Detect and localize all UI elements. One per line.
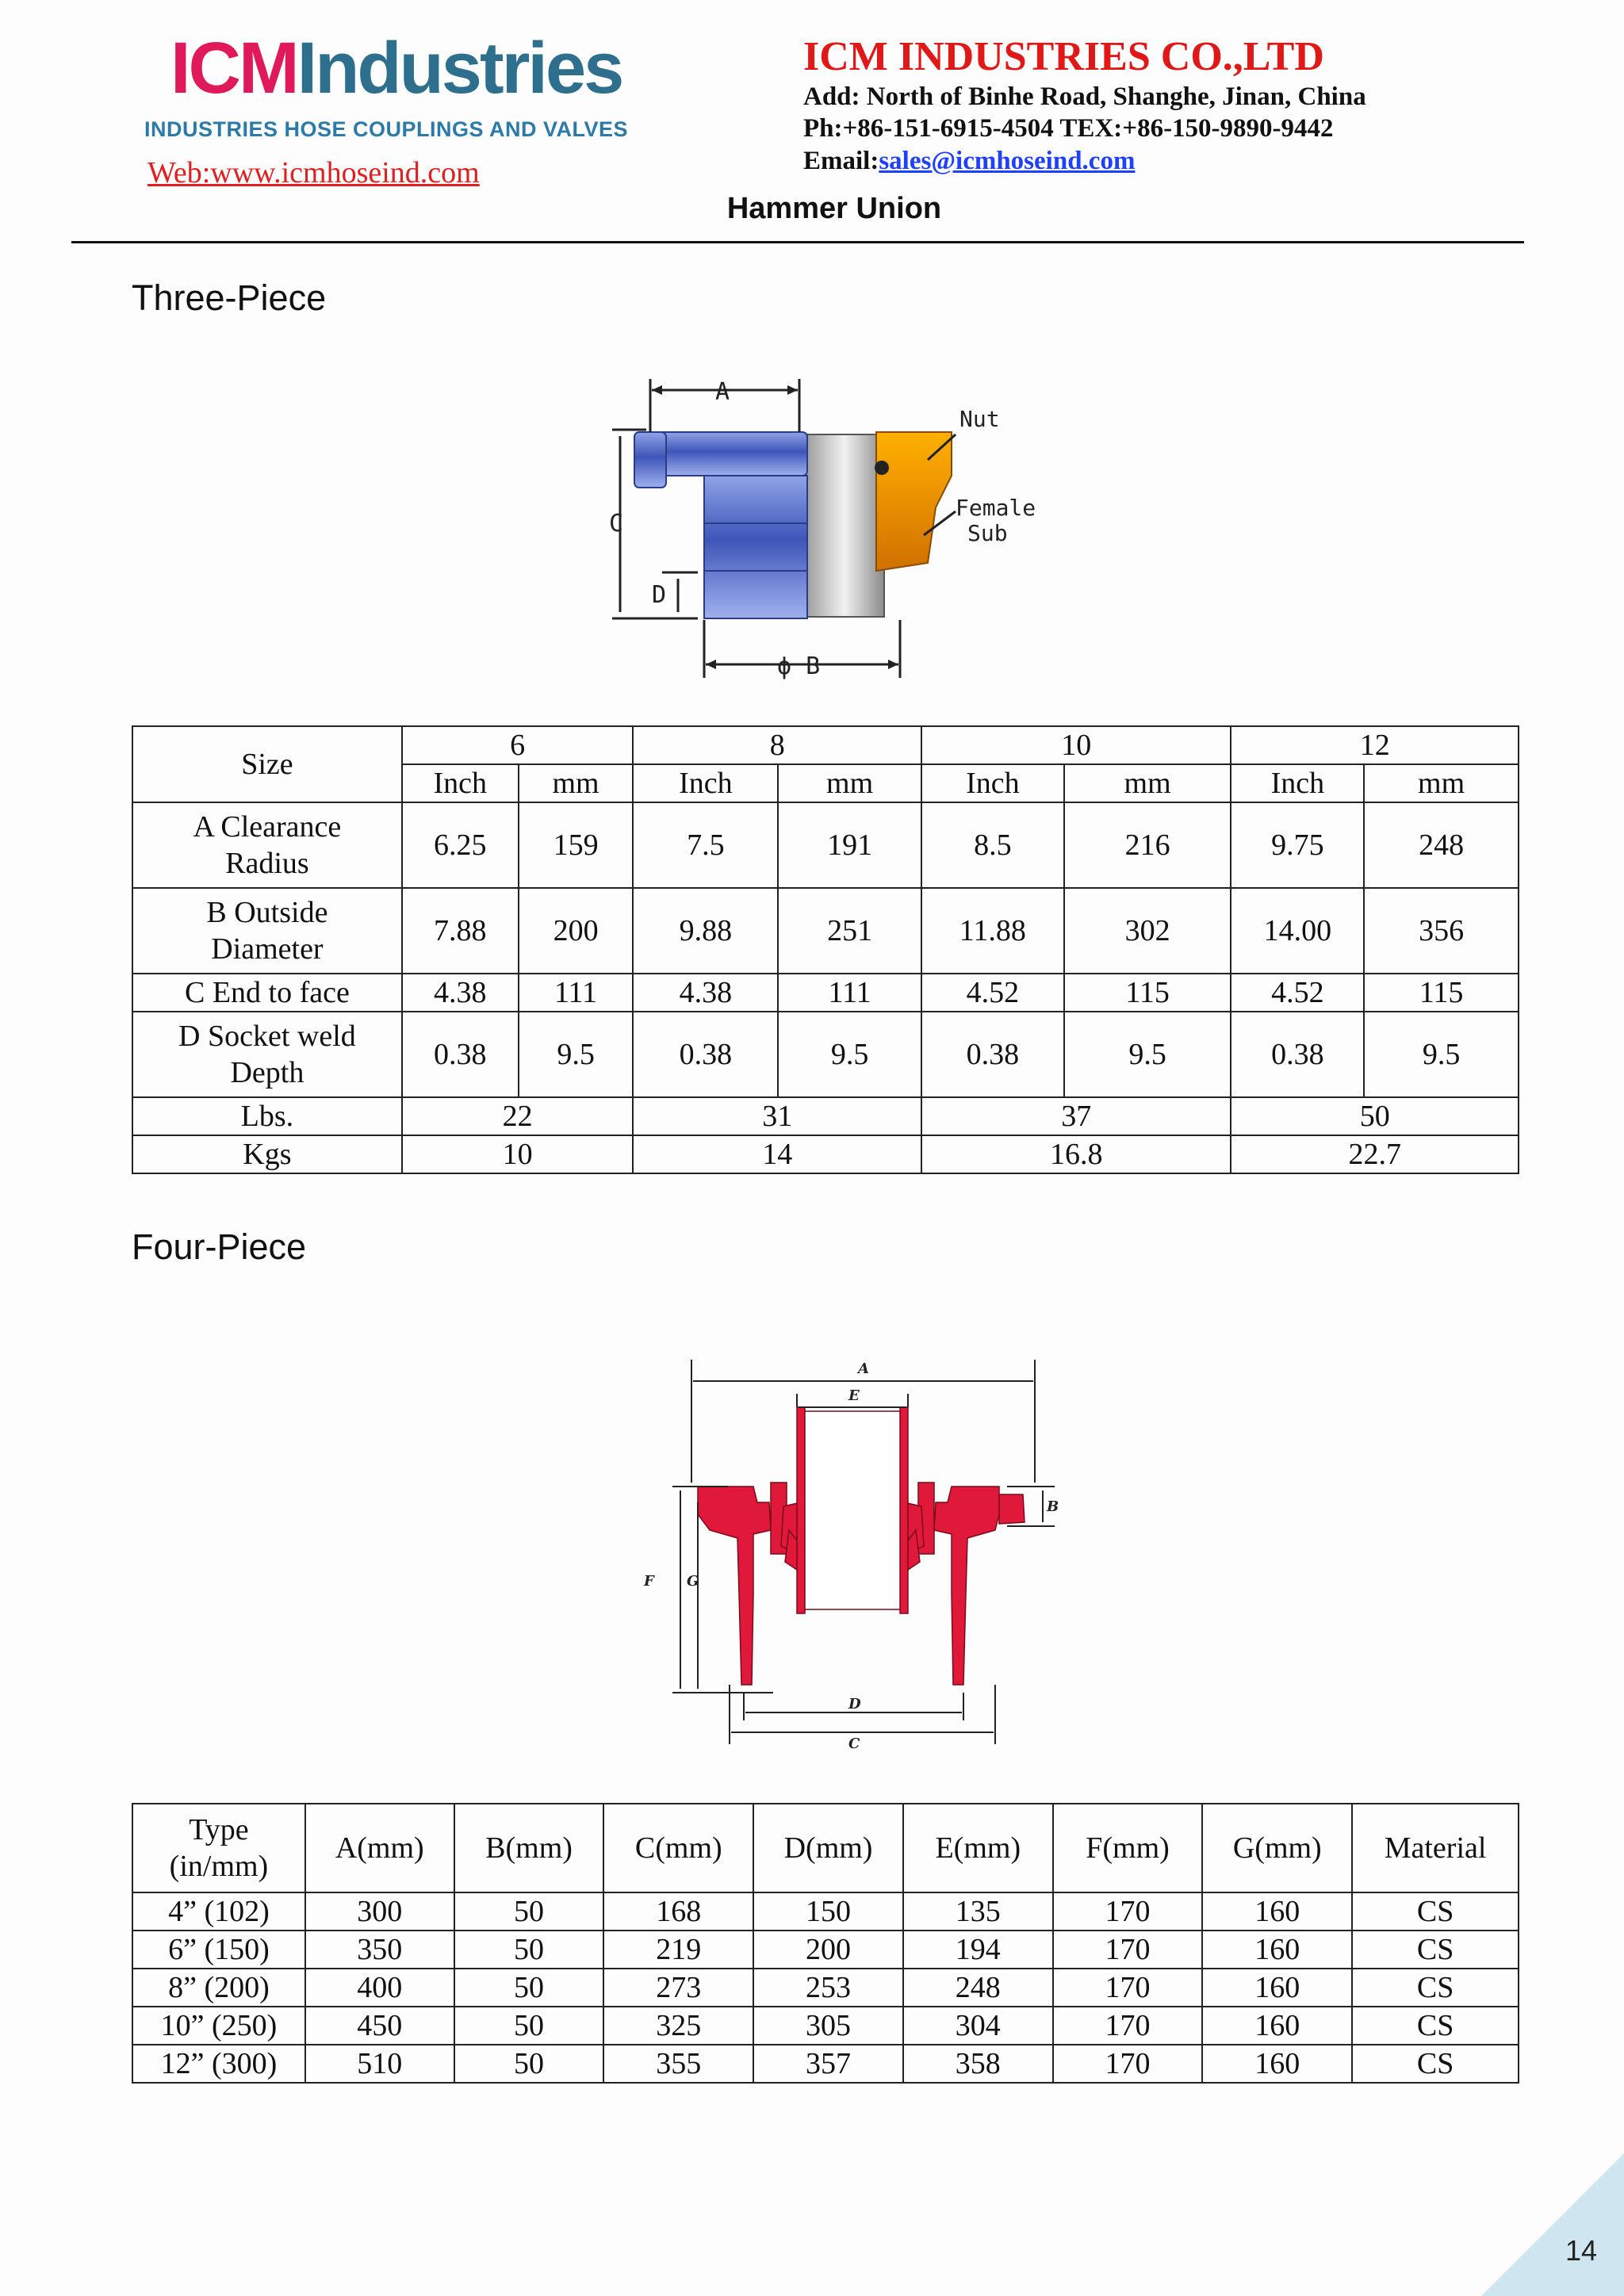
table-cell: 248 [903,1969,1053,2007]
table-cell: 11.88 [921,888,1064,974]
table-cell: 510 [305,2045,454,2083]
company-address: Add: North of Binhe Road, Shanghe, Jinan, China [803,82,1366,111]
four-piece-heading: Four-Piece [132,1226,307,1267]
table-cell: 350 [305,1931,454,1969]
table-cell: 8.5 [921,802,1064,888]
column-header: Type (in/mm) [132,1804,305,1892]
table-cell: 160 [1202,2045,1352,2083]
table-cell: 50 [1231,1097,1519,1135]
three-piece-diagram [603,365,1047,690]
table-cell: 7.88 [402,888,519,974]
three-piece-heading: Three-Piece [132,277,327,318]
table-cell: 400 [305,1969,454,2007]
column-header: B(mm) [454,1804,604,1892]
dim-label-d: D [848,1696,861,1712]
four-piece-table [132,1803,1519,2084]
table-cell: 356 [1364,888,1519,974]
female-sub-label-1: Female [956,495,1036,521]
logo-icm: ICM [170,28,297,109]
table-cell: CS [1352,2007,1519,2045]
dim-label-f: F [644,1573,654,1590]
table-cell: 248 [1364,802,1519,888]
dim-label-g: G [687,1573,699,1590]
column-header: C(mm) [603,1804,753,1892]
table-cell: 6.25 [402,802,519,888]
table-cell: 4.52 [921,974,1064,1012]
dim-label-b: ϕ B [777,652,821,680]
dim-label-a: A [858,1360,869,1377]
dim-label-a: A [715,378,730,406]
size-12-header: 12 [1231,726,1519,764]
table-cell: 170 [1053,2007,1203,2045]
size-header: Size [132,726,402,802]
table-cell: 0.38 [921,1012,1064,1097]
table-cell: 7.5 [633,802,778,888]
table-cell: CS [1352,1892,1519,1931]
type-cell: 12” (300) [132,2045,305,2083]
table-cell: 9.88 [633,888,778,974]
table-cell: 216 [1064,802,1231,888]
dim-label-e: E [848,1387,860,1404]
table-row [132,2007,1519,2045]
unit-inch: Inch [1231,764,1364,802]
table-cell: 251 [778,888,921,974]
table-cell: 200 [753,1931,903,1969]
table-cell: 10 [402,1135,634,1173]
table-cell: 150 [753,1892,903,1931]
table-row [132,1969,1519,2007]
website-link[interactable]: Web:www.icmhoseind.com [147,156,480,189]
table-cell: 22 [402,1097,634,1135]
table-cell: 160 [1202,1969,1352,2007]
table-cell: 50 [454,2045,604,2083]
table-cell: 111 [778,974,921,1012]
row-label: D Socket weld Depth [132,1012,402,1097]
type-cell: 10” (250) [132,2007,305,2045]
row-label: B Outside Diameter [132,888,402,974]
table-cell: 253 [753,1969,903,2007]
table-cell: 37 [921,1097,1231,1135]
dim-label-d: D [652,581,667,609]
table-cell: 170 [1053,1892,1203,1931]
unit-inch: Inch [921,764,1064,802]
row-label: A Clearance Radius [132,802,402,888]
table-cell: 135 [903,1892,1053,1931]
page-number: 14 [1565,2234,1597,2267]
table-cell: 4.38 [402,974,519,1012]
table-cell: 9.75 [1231,802,1364,888]
page-title: Hammer Union [726,192,942,225]
column-header: A(mm) [305,1804,454,1892]
row-label: C End to face [132,974,402,1012]
table-cell: 111 [519,974,634,1012]
table-cell: 0.38 [1231,1012,1364,1097]
table-cell: 200 [519,888,634,974]
table-cell: CS [1352,2045,1519,2083]
table-cell: 115 [1364,974,1519,1012]
table-cell: 0.38 [402,1012,519,1097]
table-cell: 159 [519,802,634,888]
table-row [132,1892,1519,1931]
three-piece-table [132,725,1519,1174]
female-sub-label-2: Sub [967,520,1008,546]
table-cell: 273 [603,1969,753,2007]
unit-mm: mm [519,764,634,802]
column-header: F(mm) [1053,1804,1203,1892]
table-cell: 170 [1053,1969,1203,2007]
table-cell: 170 [1053,1931,1203,1969]
unit-inch: Inch [402,764,519,802]
table-row [132,2045,1519,2083]
table-cell: 9.5 [1064,1012,1231,1097]
table-cell: 170 [1053,2045,1203,2083]
type-cell: 8” (200) [132,1969,305,2007]
unit-mm: mm [1064,764,1231,802]
header-divider [71,241,1524,243]
table-cell: 9.5 [519,1012,634,1097]
table-cell: 115 [1064,974,1231,1012]
table-row [132,1931,1519,1969]
column-header: D(mm) [753,1804,903,1892]
company-name: ICM INDUSTRIES CO.,LTD [803,34,1324,79]
table-cell: 325 [603,2007,753,2045]
table-cell: 16.8 [921,1135,1231,1173]
table-cell: 355 [603,2045,753,2083]
table-cell: 4.52 [1231,974,1364,1012]
nut-label: Nut [959,406,1000,432]
table-cell: CS [1352,1931,1519,1969]
table-cell: 305 [753,2007,903,2045]
table-cell: 450 [305,2007,454,2045]
table-cell: 50 [454,1931,604,1969]
size-6-header: 6 [402,726,634,764]
table-cell: 50 [454,1892,604,1931]
unit-inch: Inch [633,764,778,802]
four-piece-table-body [132,1892,1519,2083]
row-label: Kgs [132,1135,402,1173]
column-header: G(mm) [1202,1804,1352,1892]
table-cell: 160 [1202,1892,1352,1931]
table-cell: 168 [603,1892,753,1931]
row-label: Lbs. [132,1097,402,1135]
table-cell: 22.7 [1231,1135,1519,1173]
unit-mm: mm [1364,764,1519,802]
table-cell: 50 [454,2007,604,2045]
table-cell: 194 [903,1931,1053,1969]
table-cell: 50 [454,1969,604,2007]
table-cell: 304 [903,2007,1053,2045]
email-link[interactable]: sales@icmhoseind.com [879,147,1136,175]
table-cell: 302 [1064,888,1231,974]
table-cell: 4.38 [633,974,778,1012]
type-cell: 6” (150) [132,1931,305,1969]
table-cell: 14 [633,1135,921,1173]
column-header: Material [1352,1804,1519,1892]
table-cell: 357 [753,2045,903,2083]
table-cell: 9.5 [778,1012,921,1097]
type-cell: 4” (102) [132,1892,305,1931]
table-cell: 14.00 [1231,888,1364,974]
table-cell: 31 [633,1097,921,1135]
table-cell: CS [1352,1969,1519,2007]
table-cell: 219 [603,1931,753,1969]
company-logo [170,28,622,109]
table-cell: 160 [1202,2007,1352,2045]
table-cell: 9.5 [1364,1012,1519,1097]
table-cell: 358 [903,2045,1053,2083]
four-piece-diagram [634,1332,1078,1760]
logo-industries: Industries [297,28,622,109]
size-10-header: 10 [921,726,1231,764]
table-cell: 0.38 [633,1012,778,1097]
size-8-header: 8 [633,726,921,764]
company-email-line [803,147,1135,176]
table-cell: 191 [778,802,921,888]
dim-label-c: C [848,1735,860,1752]
table-cell: 300 [305,1892,454,1931]
company-phone: Ph:+86-151-6915-4504 TEX:+86-150-9890-9442 [803,114,1334,143]
email-label: Email: [803,147,879,175]
dim-label-b: B [1047,1498,1059,1515]
dim-label-c: C [609,510,624,538]
table-cell: 160 [1202,1931,1352,1969]
unit-mm: mm [778,764,921,802]
page-corner-decoration [1481,2153,1624,2296]
column-header: E(mm) [903,1804,1053,1892]
logo-tagline: INDUSTRIES HOSE COUPLINGS AND VALVES [144,117,629,141]
